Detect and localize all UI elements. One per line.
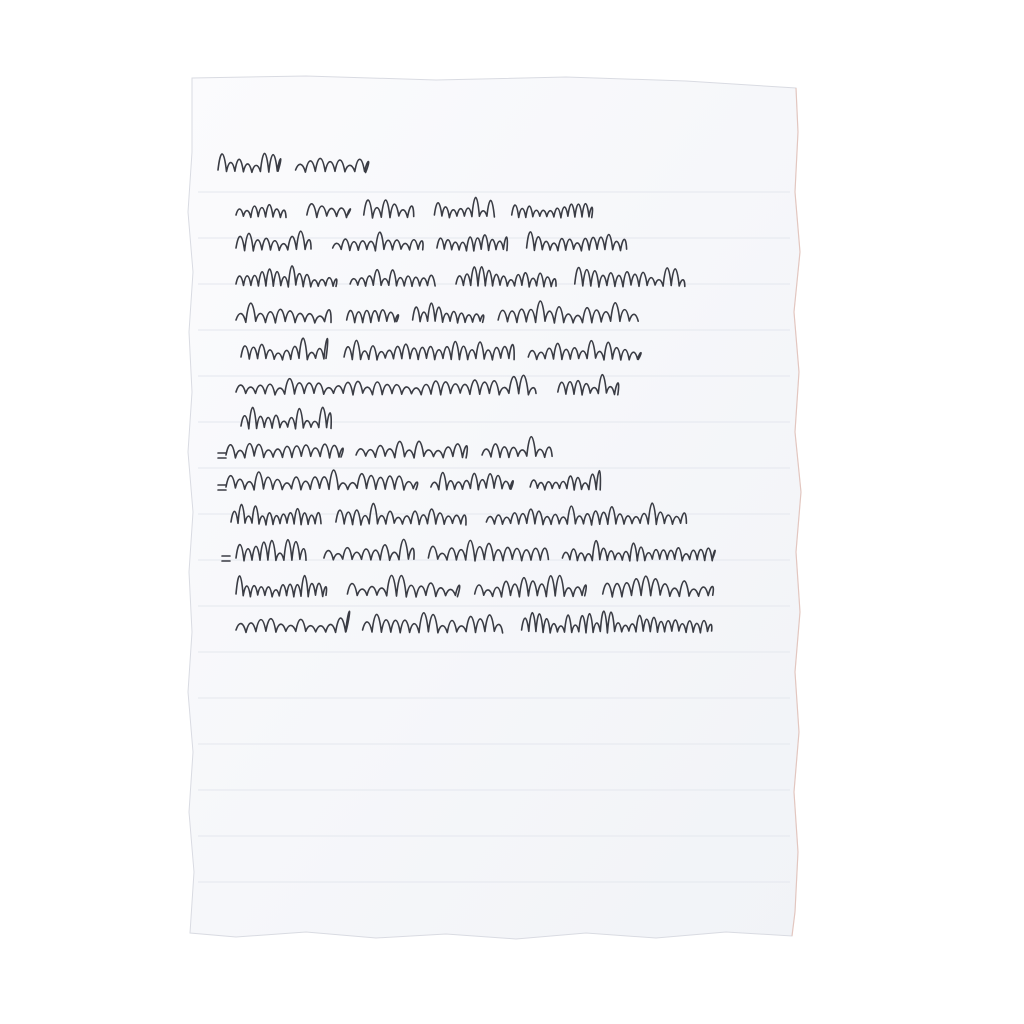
handwritten-word: [363, 613, 503, 633]
handwritten-word: [558, 375, 619, 395]
handwritten-word: [336, 503, 466, 525]
handwritten-word: [236, 266, 337, 287]
handwritten-word: [347, 310, 399, 323]
handwritten-word: [231, 504, 321, 524]
handwritten-word: [344, 340, 514, 359]
handwritten-word: [236, 576, 327, 597]
handwritten-word: [296, 158, 369, 172]
handwritten-word: [226, 444, 343, 458]
bullet-mark: [222, 556, 230, 561]
handwritten-word: [575, 268, 685, 287]
handwritten-word: [431, 473, 513, 490]
handwritten-word: [333, 232, 423, 251]
bullet-mark: [218, 485, 226, 490]
handwritten-word: [603, 576, 714, 597]
handwritten-word: [241, 407, 331, 428]
handwritten-word: [530, 471, 600, 490]
handwritten-word: [236, 231, 311, 251]
paper-sheet: [186, 72, 802, 940]
handwritten-word: [482, 437, 552, 458]
handwritten-word: [236, 205, 286, 218]
handwritten-word: [456, 267, 556, 287]
bullet-mark: [218, 453, 226, 458]
handwritten-word: [475, 576, 587, 597]
handwriting-strokes: [186, 72, 802, 940]
handwritten-word: [527, 232, 627, 251]
handwritten-word: [562, 541, 715, 561]
handwritten-word: [498, 301, 638, 323]
handwritten-word: [324, 539, 414, 560]
handwritten-word: [236, 375, 536, 395]
handwritten-word: [428, 540, 548, 561]
handwritten-word: [218, 153, 281, 172]
handwritten-word: [522, 611, 712, 633]
handwritten-word: [434, 197, 494, 217]
handwritten-word: [226, 470, 418, 490]
handwritten-word: [236, 303, 331, 323]
handwritten-word: [437, 235, 507, 251]
handwriting: [186, 72, 802, 940]
handwritten-word: [413, 303, 484, 323]
handwritten-word: [307, 204, 351, 218]
handwritten-word: [364, 200, 414, 218]
handwritten-word: [486, 503, 686, 525]
handwritten-word: [241, 338, 328, 360]
handwritten-word: [350, 270, 435, 287]
handwritten-word: [512, 204, 593, 218]
handwritten-word: [356, 441, 467, 458]
handwritten-word: [347, 575, 459, 597]
handwritten-word: [236, 540, 306, 561]
handwritten-word: [236, 611, 350, 632]
handwritten-word: [528, 341, 641, 360]
